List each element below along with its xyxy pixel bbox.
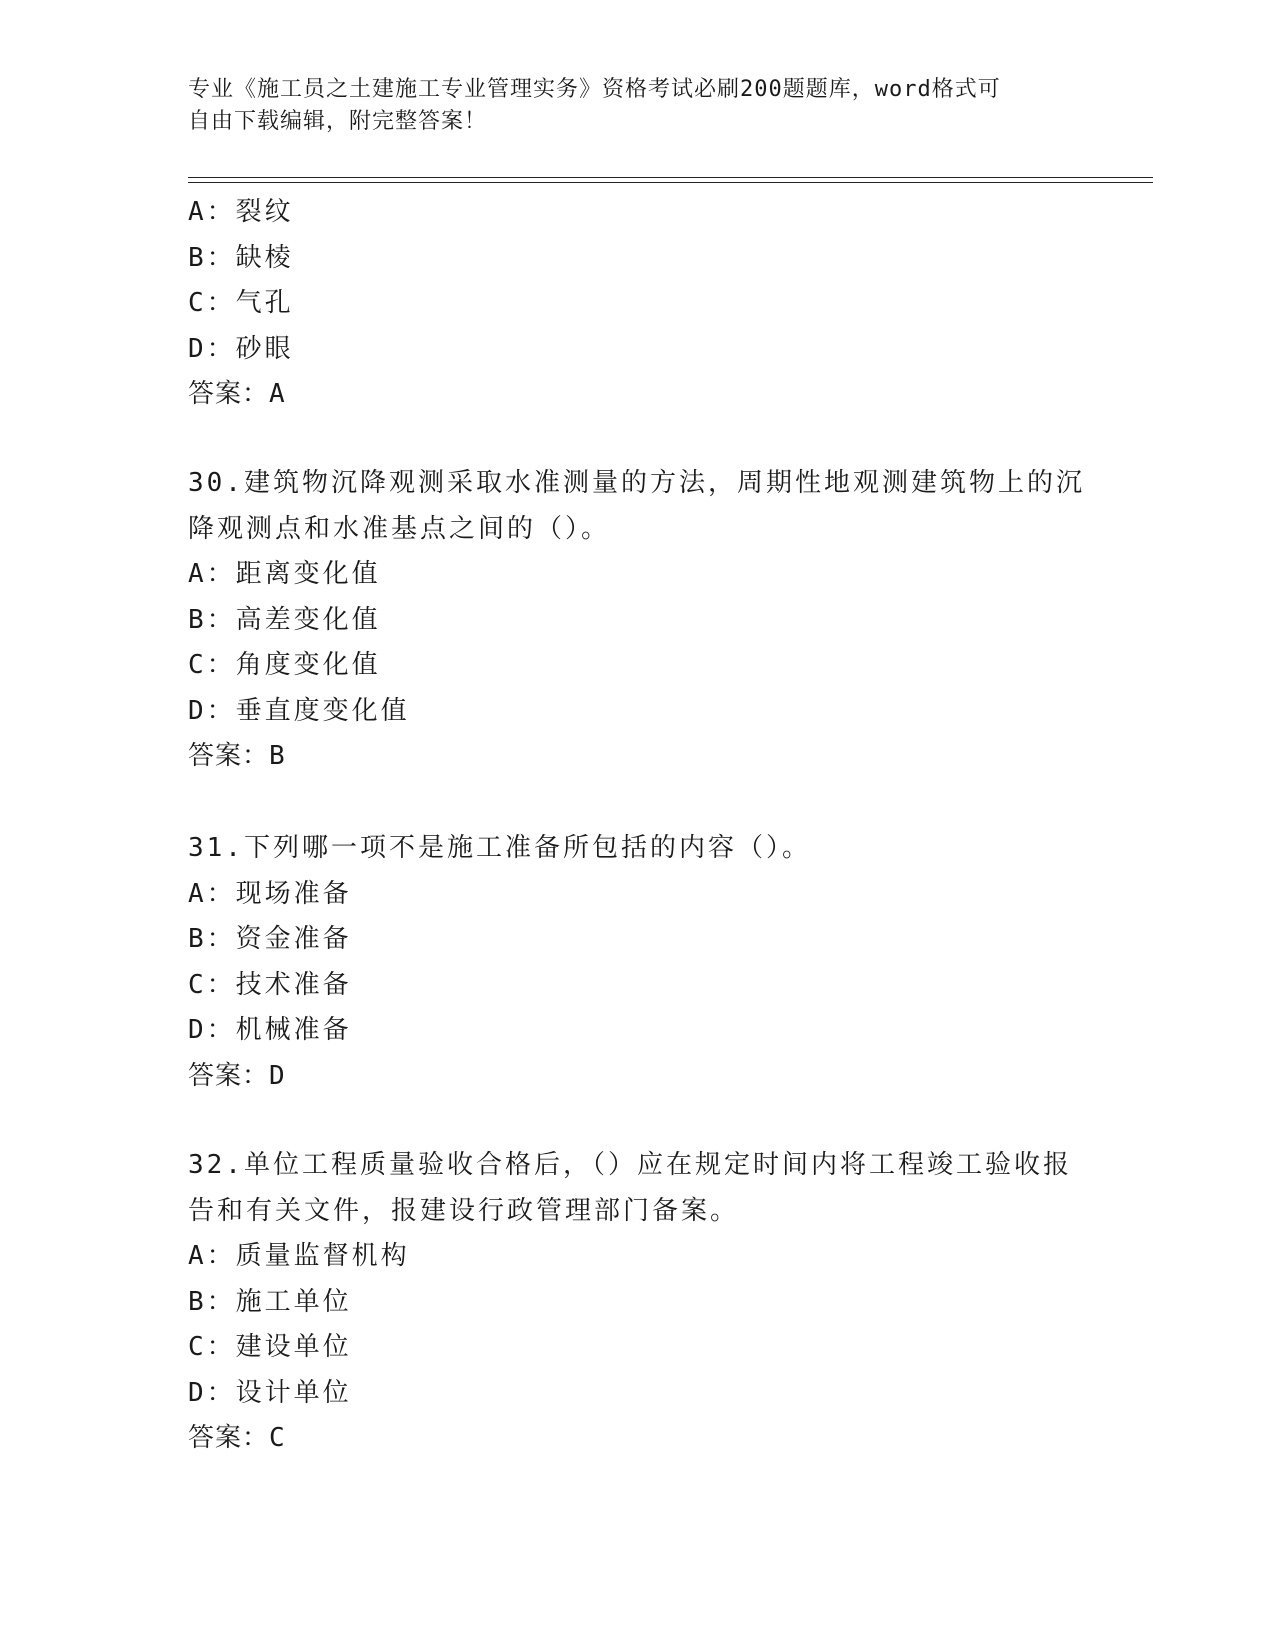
question-stem-line-1: 31.下列哪一项不是施工准备所包括的内容（）。	[188, 833, 811, 863]
option-c: C：角度变化值	[188, 650, 381, 680]
option-a: A：距离变化值	[188, 559, 381, 589]
question-stem-line-1: 30.建筑物沉降观测采取水准测量的方法，周期性地观测建筑物上的沉	[188, 468, 1085, 498]
option-a: A：裂纹	[188, 197, 294, 227]
answer-line: 答案：D	[188, 1060, 286, 1091]
answer-line: 答案：A	[188, 379, 286, 409]
header-divider-top	[188, 177, 1153, 178]
header-line-2: 自由下载编辑，附完整答案！	[188, 109, 488, 134]
option-c: C：气孔	[188, 288, 294, 318]
header-divider-bottom	[188, 182, 1153, 183]
question-block-29	[188, 190, 1088, 418]
header-line-1: 专业《施工员之土建施工专业管理实务》资格考试必刷200题题库，word格式可	[188, 77, 1001, 102]
document-header	[188, 74, 1088, 138]
option-a: A：质量监督机构	[188, 1241, 410, 1271]
answer-line: 答案：C	[188, 1423, 286, 1453]
option-b: B：资金准备	[188, 924, 352, 954]
option-d: D：砂眼	[188, 333, 294, 364]
question-stem-line-2: 告和有关文件，报建设行政管理部门备案。	[188, 1195, 740, 1226]
option-d: D：设计单位	[188, 1377, 352, 1408]
answer-line: 答案：B	[188, 741, 286, 771]
option-d: D：机械准备	[188, 1015, 352, 1045]
question-stem-line-2: 降观测点和水准基点之间的（）。	[188, 513, 611, 544]
option-b: B：缺棱	[188, 242, 294, 273]
question-block-30	[188, 461, 1088, 780]
option-a: A：现场准备	[188, 878, 352, 909]
question-stem-line-1: 32.单位工程质量验收合格后，（）应在规定时间内将工程竣工验收报	[188, 1150, 1072, 1180]
option-c: C：技术准备	[188, 969, 352, 1000]
option-b: B：高差变化值	[188, 604, 381, 635]
question-block-32	[188, 1143, 1088, 1462]
option-b: B：施工单位	[188, 1286, 352, 1317]
option-c: C：建设单位	[188, 1332, 352, 1362]
option-d: D：垂直度变化值	[188, 695, 410, 726]
question-block-31	[188, 826, 1088, 1099]
